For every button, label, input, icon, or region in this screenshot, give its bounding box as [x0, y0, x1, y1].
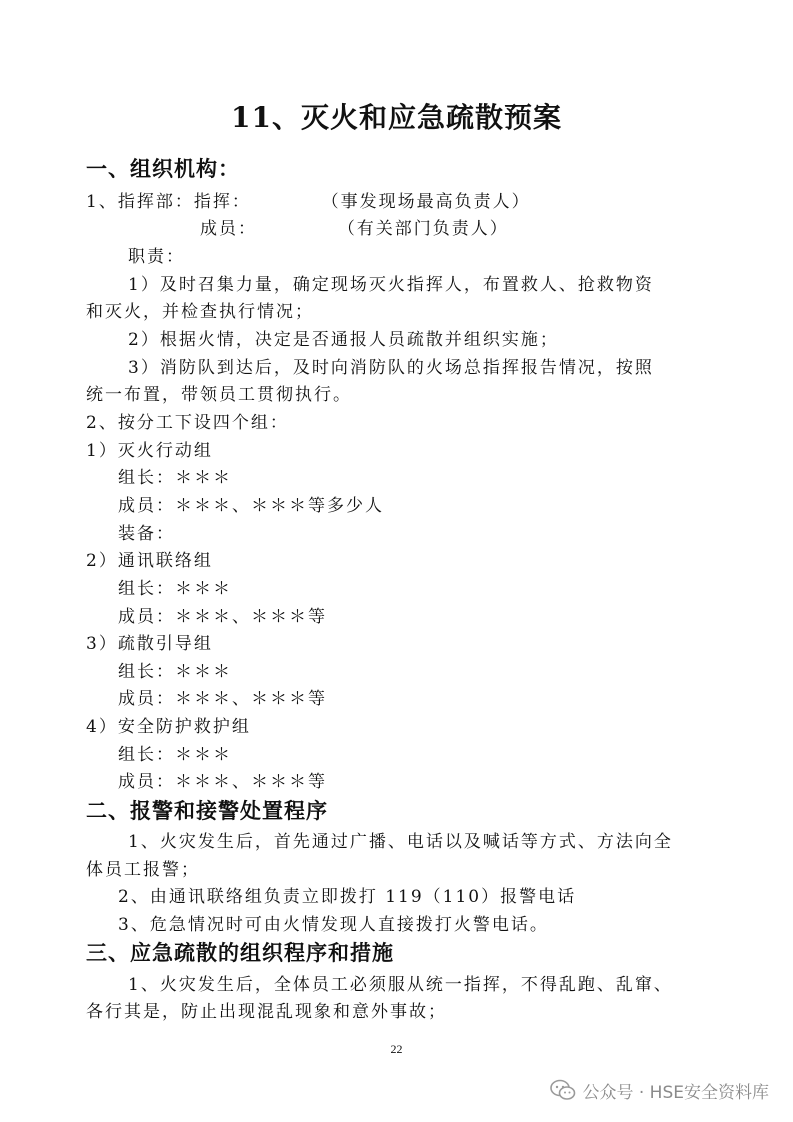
duty-1b: 和灭火，并检查执行情况；: [86, 302, 314, 322]
group-name: 4）安全防护救护组: [86, 717, 251, 737]
group-members: 成员：＊＊＊、＊＊＊等: [118, 689, 327, 709]
groups-intro: 2、按分工下设四个组：: [86, 413, 289, 433]
group-name: 2）通讯联络组: [86, 551, 213, 571]
duty-2: 2）根据火情，决定是否通报人员疏散并组织实施；: [128, 330, 559, 350]
alarm-p2: 2、由通讯联络组负责立即拨打 119（110）报警电话: [118, 887, 577, 907]
duty-1a: 1）及时召集力量，确定现场灭火指挥人，布置救人、抢救物资: [128, 275, 654, 295]
duty-3a: 3）消防队到达后，及时向消防队的火场总指挥报告情况，按照: [128, 358, 654, 378]
section-heading-alarm: 二、报警和接警处置程序: [86, 798, 328, 823]
group-leader: 组长：＊＊＊: [118, 745, 232, 765]
duty-3b: 统一布置，带领员工贯彻执行。: [86, 385, 352, 405]
group-leader: 组长：＊＊＊: [118, 662, 232, 682]
command-line-1: [86, 187, 531, 212]
evacuation-p1b: 各行其是，防止出现混乱现象和意外事故；: [86, 1002, 447, 1022]
page-number: 22: [390, 1042, 403, 1056]
command-line-2: [200, 214, 509, 239]
group-members: 成员：＊＊＊、＊＊＊等: [118, 607, 327, 627]
evacuation-p1a: 1、火灾发生后，全体员工必须服从统一指挥，不得乱跑、乱窜、: [128, 975, 673, 995]
command-commander-note: （事发现场最高负责人）: [321, 192, 531, 212]
group-leader: 组长：＊＊＊: [118, 468, 232, 488]
watermark-text: 公众号 · HSE安全资料库: [582, 1082, 769, 1103]
command-members-label: 成员：: [200, 219, 257, 239]
command-commander-label: 1、指挥部：指挥：: [86, 192, 251, 212]
duty-label: 职责：: [128, 247, 185, 267]
alarm-p1b: 体员工报警；: [86, 860, 200, 880]
section-heading-evacuation: 三、应急疏散的组织程序和措施: [86, 940, 394, 965]
group-leader: 组长：＊＊＊: [118, 579, 232, 599]
group-name: 1）灭火行动组: [86, 441, 213, 461]
section-heading-organization: 一、组织机构：: [86, 156, 240, 181]
group-members: 成员：＊＊＊、＊＊＊等多少人: [118, 496, 384, 516]
group-equipment: 装备：: [118, 524, 175, 544]
page-title: 11、灭火和应急疏散预案: [231, 101, 562, 134]
alarm-p1a: 1、火灾发生后，首先通过广播、电话以及喊话等方式、方法向全: [128, 832, 673, 852]
command-members-note: （有关部门负责人）: [337, 219, 509, 239]
group-members: 成员：＊＊＊、＊＊＊等: [118, 772, 327, 792]
watermark: [550, 1076, 769, 1104]
group-name: 3）疏散引导组: [86, 634, 213, 654]
wechat-icon: [550, 1079, 576, 1101]
alarm-p3: 3、危急情况时可由火情发现人直接拨打火警电话。: [118, 915, 549, 935]
